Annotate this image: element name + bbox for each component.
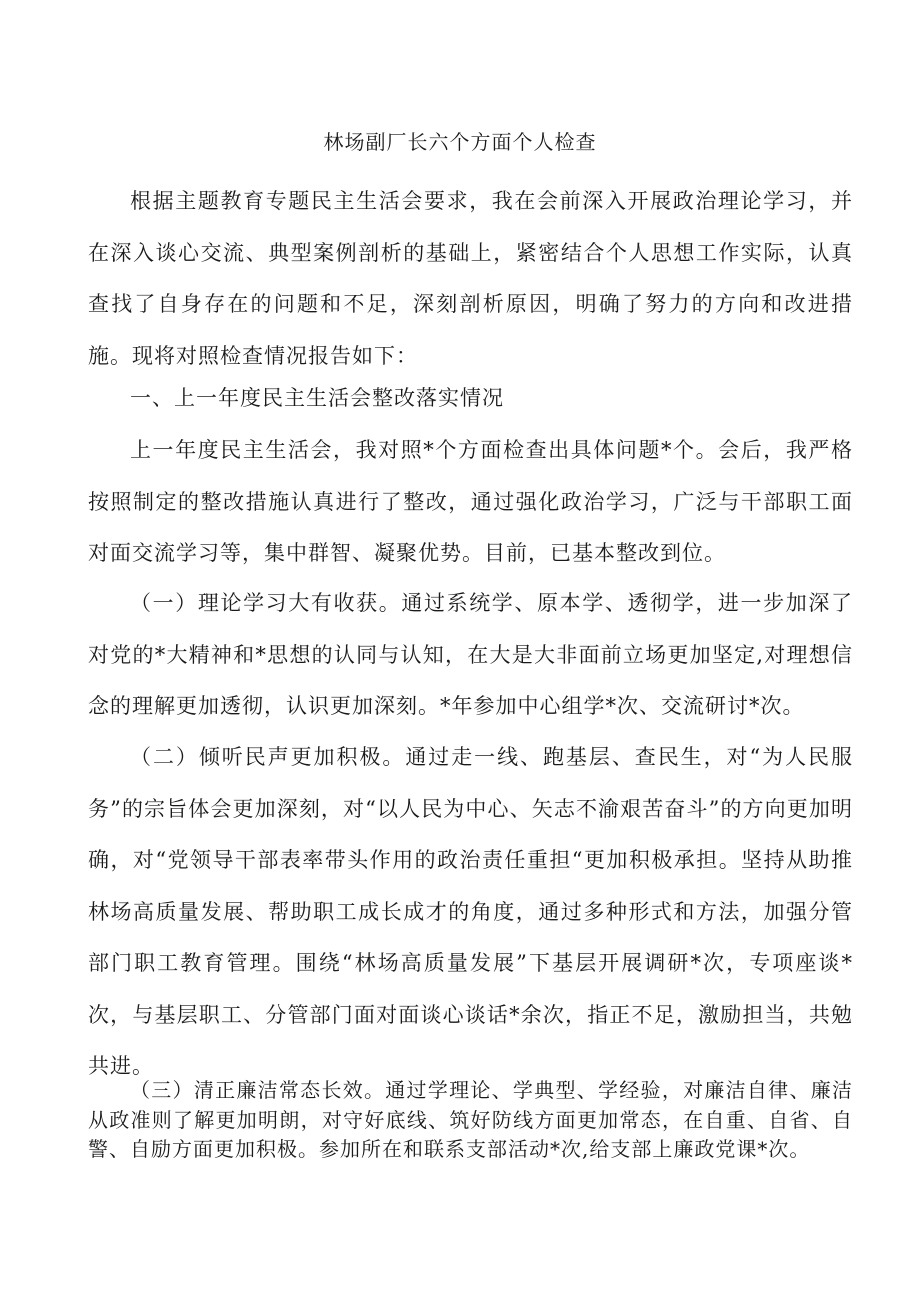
intro-paragraph: 根据主题教育专题民主生活会要求，我在会前深入开展政治理论学习，并在深入谈心交流、典型案例剖析的基础上，紧密结合个人思想工作实际，认真查找了自身存在的问题和不足，深刻剖析原因，明确了努力的方向和改进措施。现将对照检查情况报告如下：	[88, 189, 853, 368]
section-1-body: 上一年度民主生活会，我对照*个方面检查出具体问题*个。会后，我严格按照制定的整改措施认真进行了整改，通过强化政治学习，广泛与干部职工面对面交流学习等，集中群智、凝聚优势。目前，已基本整改到位。	[88, 438, 853, 565]
item-2-paragraph: （二）倾听民声更加积极。通过走一线、跑基层、查民生，对“为人民服务”的宗旨体会更加深刻，对“以人民为中心、矢志不渝艰苦奋斗”的方向更加明确，对“党领导干部表率带头作用的政治责任重担“更加积极承担。坚持从助推林场高质量发展、帮助职工成长成才的角度，通过多种形式和方法，加强分管部门职工教育管理。围绕“林场高质量发展”下基层开展调研*次，专项座谈*次，与基层职工、分管部门面对面谈心谈话*余次，指正不足，激励担当，共勉共进。	[88, 745, 853, 1078]
section-1-heading: 一、上一年度民主生活会整改落实情况	[130, 386, 504, 410]
document-title: 林场副厂长六个方面个人检查	[323, 130, 597, 154]
item-1-paragraph: （一）理论学习大有收获。通过系统学、原本学、透彻学，进一步加深了对党的*大精神和*思想的认同与认知，在大是大非面前立场更加坚定,对理想信念的理解更加透彻，认识更加深刻。*年参加中心组学*次、交流研讨*次。	[88, 591, 853, 718]
item-3-paragraph: （三）清正廉洁常态长效。通过学理论、学典型、学经验，对廉洁自律、廉洁从政准则了解更加明朗，对守好底线、筑好防线方面更加常态，在自重、自省、自警、自励方面更加积极。参加所在和联系支部活动*次,给支部上廉政党课*次。	[88, 1078, 853, 1161]
